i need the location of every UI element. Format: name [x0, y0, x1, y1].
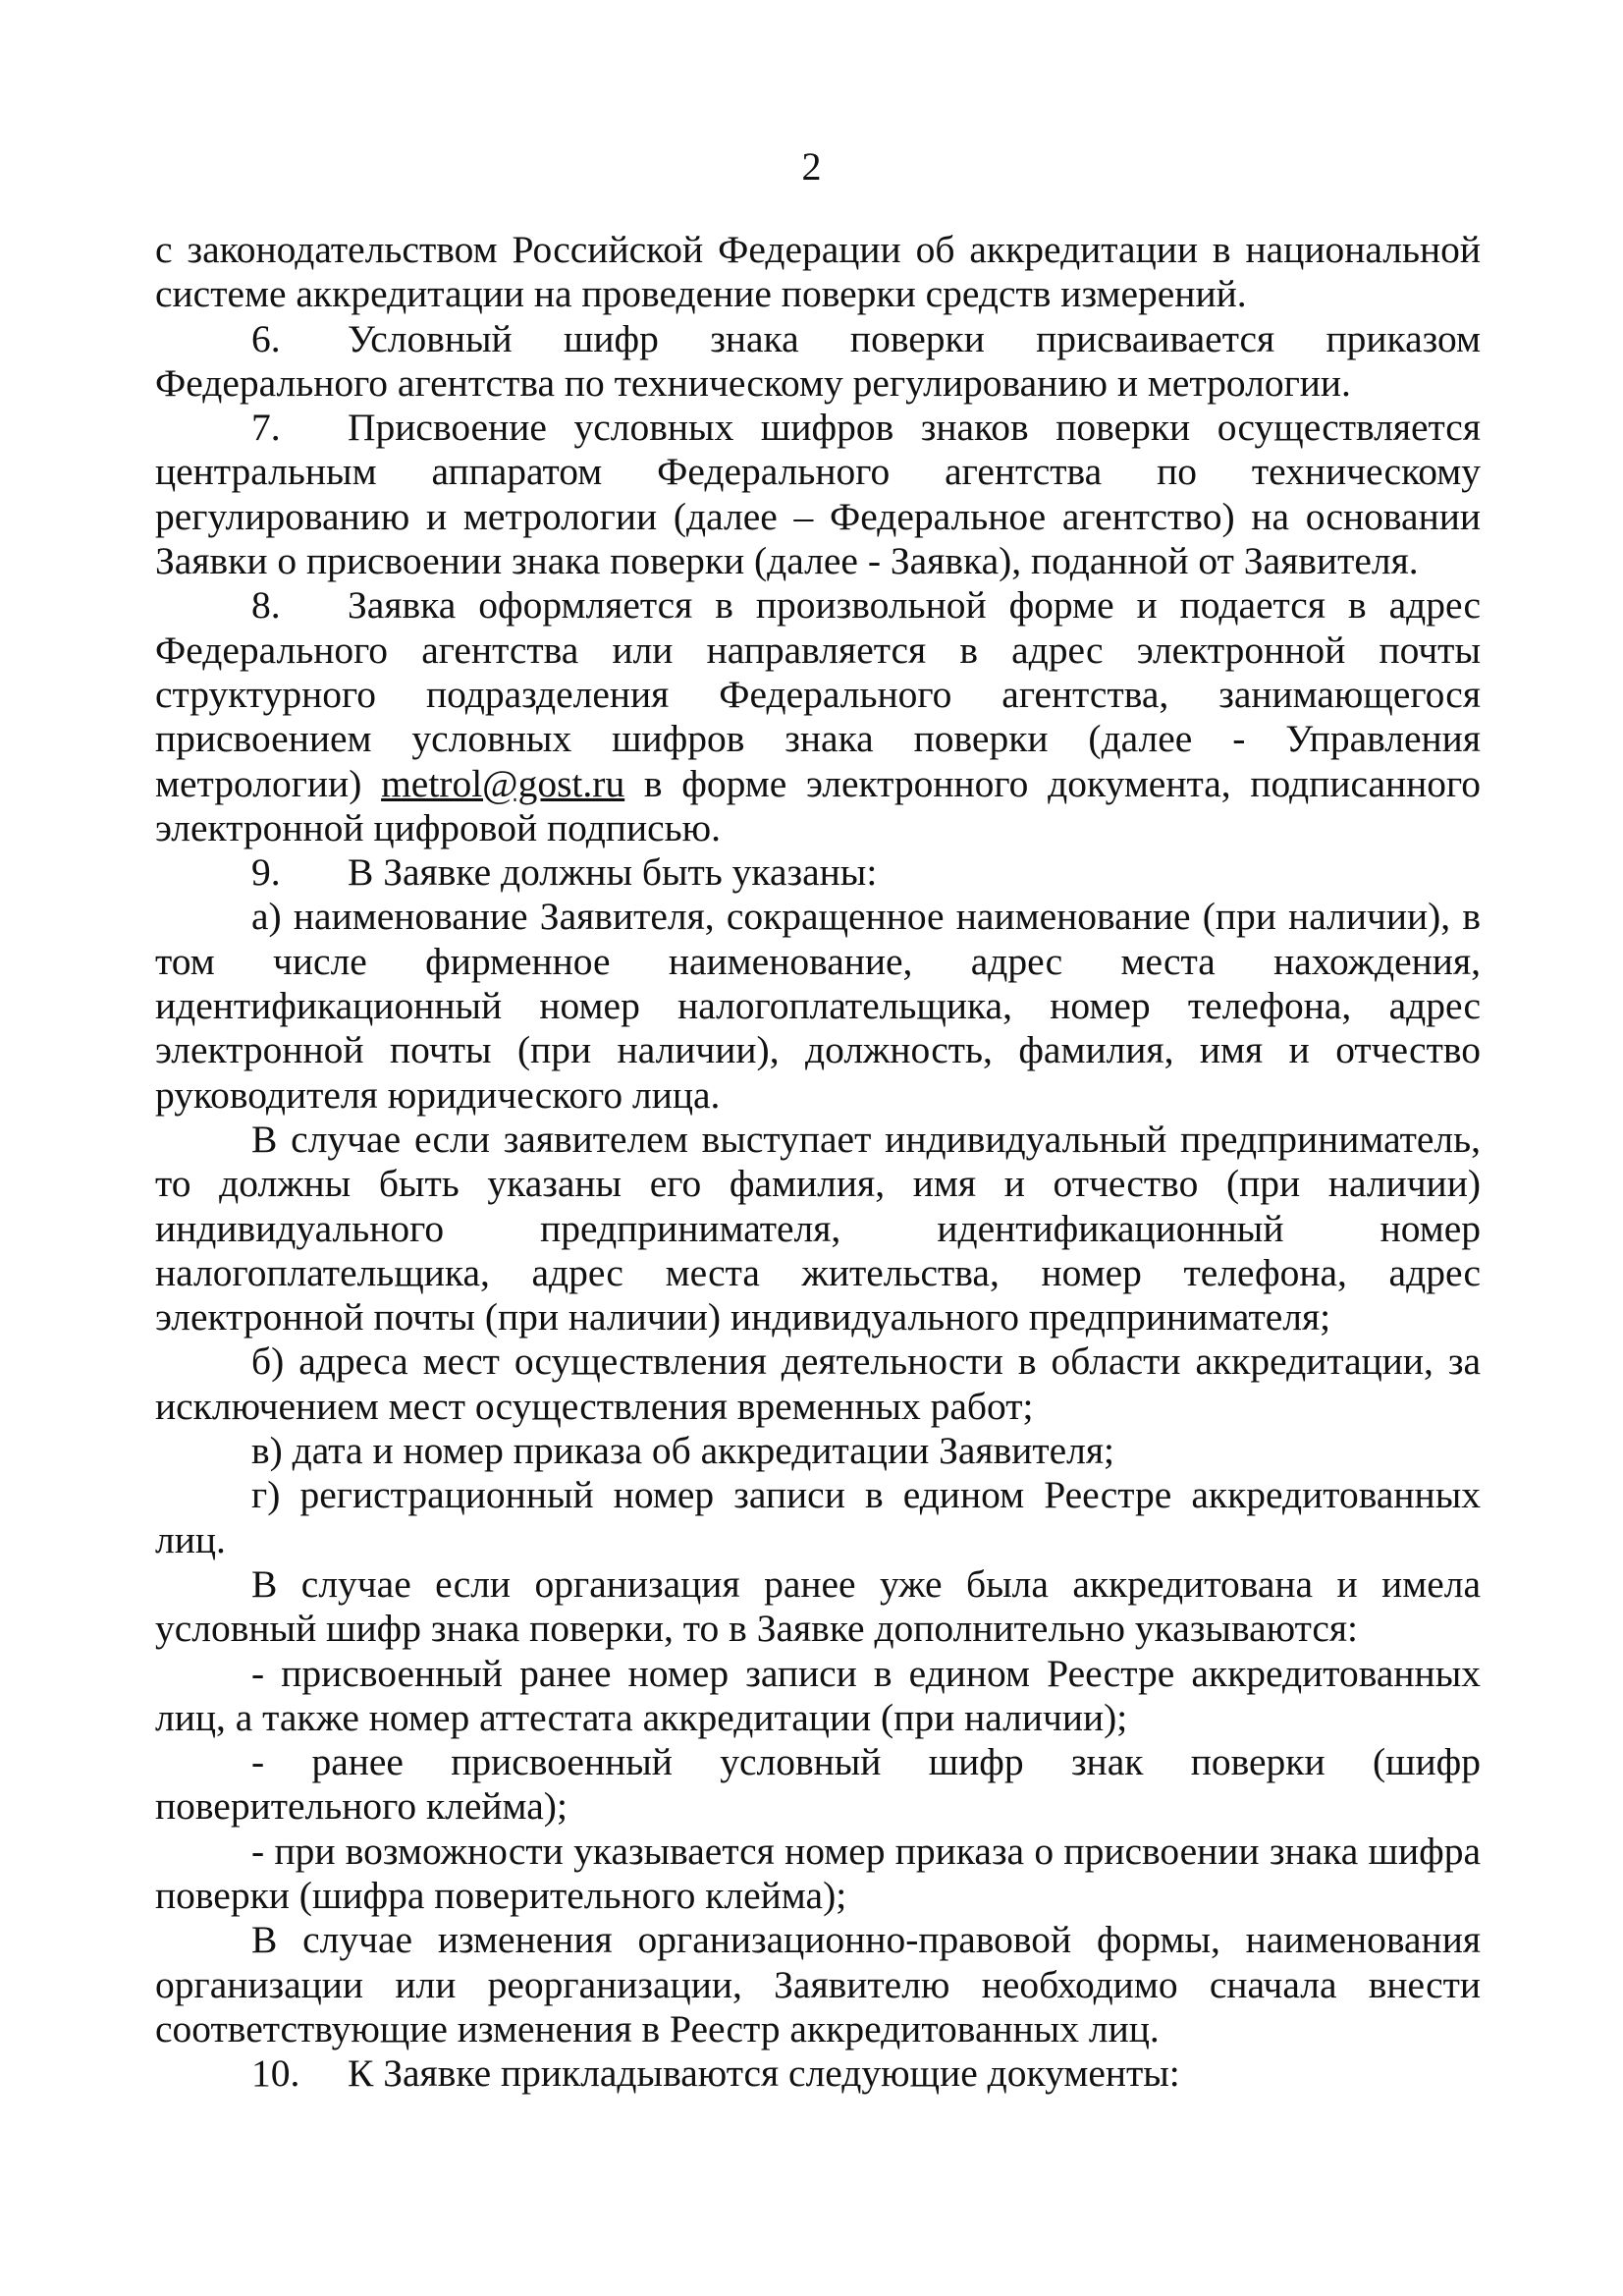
paragraph-previous-accreditation: В случае если организация ранее уже была аккредитована и имела условный шифр знака поверки, то в Заявке дополнительно указываются: [155, 1561, 1481, 1651]
paragraph-6 [155, 317, 1481, 407]
paragraph-9g: г) регистрационный номер записи в едином Реестре аккредитованных лиц. [155, 1473, 1481, 1561]
dash-item-3: - при возможности указывается номер приказа о присвоении знака шифра поверки (шифра поверительного клейма); [155, 1829, 1481, 1917]
item-number: 7. [251, 406, 281, 450]
paragraph-9a-entrepreneur: В случае если заявителем выступает индивидуальный предприниматель, то должны быть указаны его фамилия, имя и отчество (при наличии) индивидуального предпринимателя, идентификационный номер налогоплательщика, адрес места жительства, номер телефона, адрес электронной почты (при наличии) индивидуального предпринимателя; [155, 1117, 1481, 1339]
item-number: 9. [251, 850, 281, 895]
paragraph-continuation: с законодательством Российской Федерации об аккредитации в национальной системе аккредитации на проведение поверки средств измерений. [155, 228, 1481, 316]
paragraph-9 [155, 850, 1481, 895]
paragraph-9a: а) наименование Заявителя, сокращенное наименование (при наличии), в том числе фирменное наименование, адрес места нахождения, идентификационный номер налогоплательщика, номер телефона, адрес электронной почты (при наличии), должность, фамилия, имя и отчество руководителя юридического лица. [155, 895, 1481, 1117]
page-number: 2 [801, 144, 822, 189]
paragraph-8 [155, 583, 1481, 850]
paragraph-text: К Заявке прикладываются следующие документы: [348, 2051, 1180, 2096]
item-number: 10. [251, 2051, 300, 2096]
paragraph-9v: в) дата и номер приказа об аккредитации Заявителя; [251, 1429, 1115, 1473]
email-link[interactable]: metrol@gost.ru [381, 761, 625, 805]
dash-item-2: - ранее присвоенный условный шифр знак поверки (шифр поверительного клейма); [155, 1740, 1481, 1829]
paragraph-text: В Заявке должны быть указаны: [348, 850, 878, 895]
paragraph-text: Присвоение условных шифров знаков поверки осуществляется центральным аппаратом Федерального агентства по техническому регулированию и метрологии (далее – Федеральное агентство) на основании Заявки о присвоении знака поверки (далее - Заявка), поданной от Заявителя. [155, 406, 1481, 583]
paragraph-9b: б) адреса мест осуществления деятельности в области аккредитации, за исключением мест осуществления временных работ; [155, 1339, 1481, 1428]
item-number: 8. [251, 583, 281, 628]
paragraph-text: в форме электронного документа, подписанного электронной цифровой подписью. [155, 761, 1482, 849]
paragraph-10 [155, 2051, 1481, 2096]
item-number: 6. [251, 316, 281, 360]
paragraph-text: Условный шифр знака поверки присваивается приказом Федерального агентства по техническому регулированию и метрологии. [155, 316, 1481, 405]
document-body [155, 228, 1481, 2096]
paragraph-changes: В случае изменения организационно-правовой формы, наименования организации или реорганизации, Заявителю необходимо сначала внести соответствующие изменения в Реестр аккредитованных лиц. [155, 1918, 1481, 2050]
dash-item-1: - присвоенный ранее номер записи в едином Реестре аккредитованных лиц, а также номер аттестата аккредитации (при наличии); [155, 1651, 1481, 1739]
paragraph-7 [155, 406, 1481, 583]
paragraph-text: Заявка оформляется в произвольной форме и подается в адрес Федерального агентства или направляется в адрес электронной почты структурного подразделения Федерального агентства, занимающегося присвоением условных шифров знака поверки (далее - Управления метрологии) [155, 583, 1481, 805]
